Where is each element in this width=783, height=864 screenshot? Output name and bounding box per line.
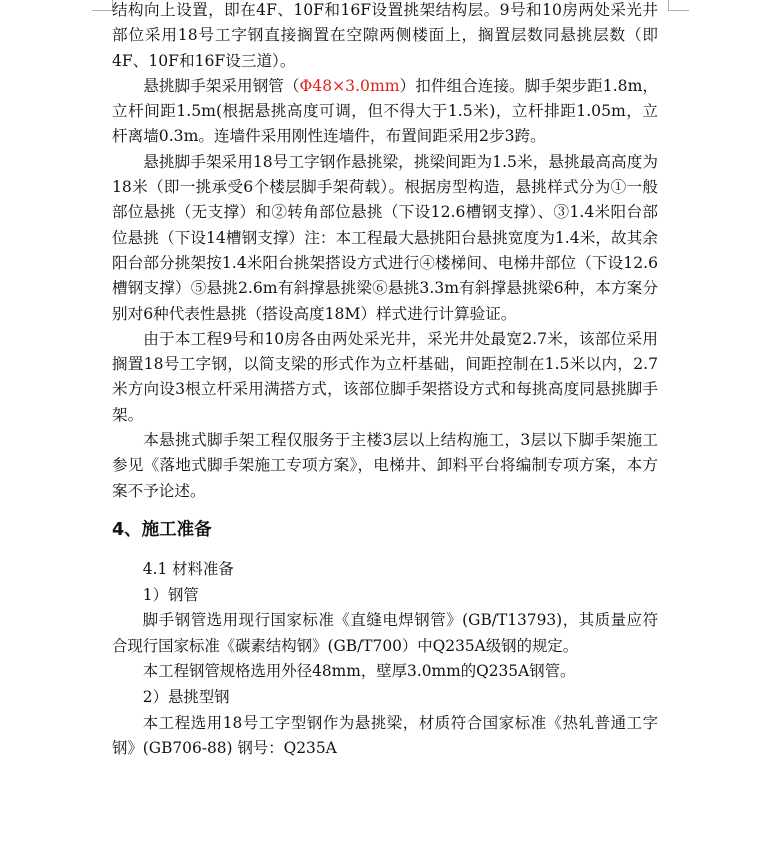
paragraph-scope-of-work: 本悬挑式脚手架工程仅服务于主楼3层以上结构施工，3层以下脚手架施工参见《落地式脚手架施工专项方案》，电梯井、卸料平台将编制专项方案，本方案不予论述。 [112, 431, 658, 500]
paragraph-steel-pipe-spec [112, 74, 658, 150]
pipe-spec-text-after: ）扣件组合连接。脚手架步距1.8m，立杆间距1.5m(根据悬挑高度可调，但不得大于1.5米)，立杆排距1.05m，立杆离墙0.3m。连墙件采用刚性连墙件，布置间距采用2步3跨。 [112, 76, 658, 146]
paragraph-pipe-size: 本工程钢管规格选用外径48mm，壁厚3.0mm的Q235A钢管。 [142, 662, 576, 681]
paragraph-i-beam-standard: 本工程选用18号工字型钢作为悬挑梁，材质符合国家标准《热轧普通工字钢》(GB706-88) 钢号：Q235A [112, 713, 658, 758]
item-title-steel-pipe: 1）钢管 [142, 585, 199, 604]
sub-heading-material-prep: 4.1 材料准备 [142, 559, 234, 578]
pipe-spec-text-before: 悬挑脚手架采用钢管（ [143, 76, 300, 95]
item-title-cantilever-steel: 2）悬挑型钢 [142, 687, 230, 706]
paragraph-structure-layers: 结构向上设置，即在4F、10F和16F设置挑架结构层。9号和10房两处采光井部位采用18号工字钢直接搁置在空隙两侧楼面上，搁置层数同悬挑层数（即4F、10F和16F设三道）。 [112, 1, 658, 70]
section-heading: 4、施工准备 [112, 519, 212, 540]
page-corner-mark-left [92, 0, 113, 11]
document-page [112, 0, 658, 762]
paragraph-cantilever-beam-types: 悬挑脚手架采用18号工字钢作悬挑梁，挑梁间距为1.5米，悬挑最高高度为18米（即一挑承受6个楼层脚手架荷载）。根据房型构造，悬挑样式分为①一般部位悬挑（无支撑）和②转角部位悬挑（下设12.6槽钢支撑）、③1.4米阳台部位悬挑（下设14槽钢支撑）注：本工程最大悬挑阳台悬挑宽度为1.4米，故其余阳台部分挑架按1.4米阳台挑架搭设方式进行④楼梯间、电梯井部位（下设12.6槽钢支撑）⑤悬挑2.6m有斜撑悬挑梁⑥悬挑3.3m有斜撑悬挑梁6种，本方案分别对6种代表性悬挑（搭设高度18M）样式进行计算验证。 [112, 152, 658, 323]
page-corner-mark-right [668, 0, 689, 11]
paragraph-lightwell-support: 由于本工程9号和10房各由两处采光井，采光井处最宽2.7米，该部位采用搁置18号工字钢，以简支梁的形式作为立杆基础，间距控制在1.5米以内，2.7米方向设3根立杆采用满搭方式，该部位脚手架搭设方式和每挑高度同悬挑脚手架。 [112, 329, 658, 424]
paragraph-pipe-standard: 脚手钢管选用现行国家标准《直缝电焊钢管》(GB/T13793)，其质量应符合现行国家标准《碳素结构钢》(GB/T700）中Q235A级钢的规定。 [112, 611, 658, 655]
pipe-size-highlight: Φ48×3.0mm [299, 76, 400, 95]
